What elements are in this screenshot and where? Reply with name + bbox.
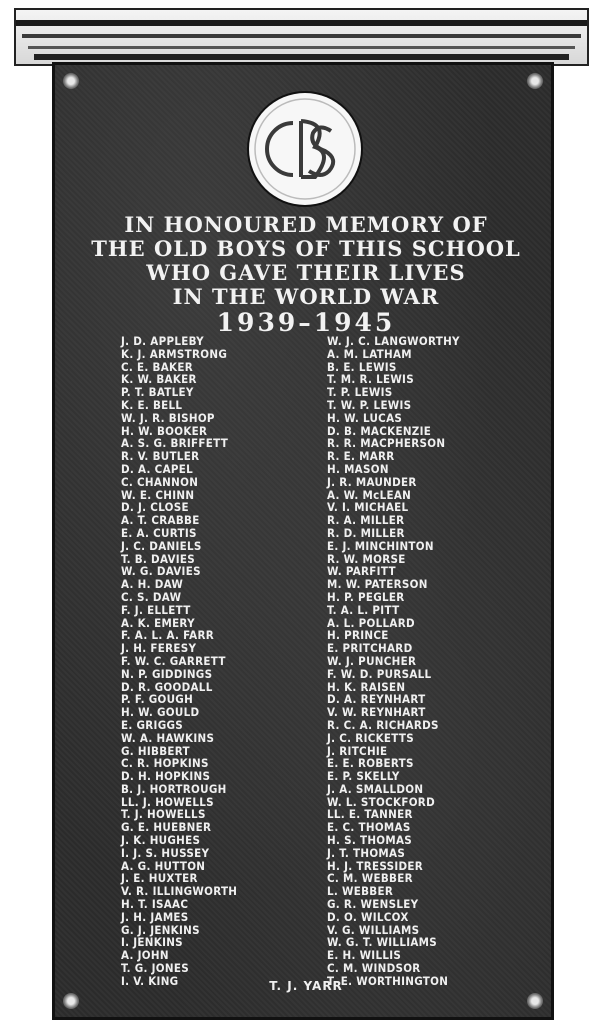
name-entry: V. G. WILLIAMS bbox=[327, 922, 420, 937]
name-entry: H. W. BOOKER bbox=[121, 423, 208, 438]
name-entry: V. R. ILLINGWORTH bbox=[121, 884, 238, 899]
name-entry: T. A. L. PITT bbox=[327, 602, 400, 617]
name-entry: R. W. MORSE bbox=[327, 551, 406, 566]
memorial-plaque bbox=[52, 62, 554, 1020]
heading-line-2: THE OLD BOYS OF THIS SCHOOL bbox=[91, 236, 521, 261]
heading-years: 1939–1945 bbox=[216, 308, 396, 337]
school-badge bbox=[249, 93, 361, 205]
name-entry: G. J. JENKINS bbox=[121, 922, 200, 937]
name-entry: G. R. WENSLEY bbox=[327, 897, 419, 912]
name-entry: C. S. DAW bbox=[121, 589, 182, 604]
name-entry: T. P. LEWIS bbox=[327, 385, 393, 400]
bolt-icon bbox=[527, 993, 543, 1009]
name-entry: T. B. DAVIES bbox=[121, 551, 196, 566]
name-entry: J. E. HUXTER bbox=[121, 871, 198, 886]
name-entry: H. T. ISAAC bbox=[121, 897, 189, 912]
name-entry: R. E. MARR bbox=[327, 449, 395, 464]
name-entry: W. PARFITT bbox=[327, 564, 396, 579]
name-entry: D. H. HOPKINS bbox=[121, 769, 211, 784]
name-entry: W. E. CHINN bbox=[121, 487, 195, 502]
plaque-cornice bbox=[14, 8, 589, 66]
name-entry: H. P. PEGLER bbox=[327, 589, 405, 604]
name-entry: E. E. ROBERTS bbox=[327, 756, 414, 771]
names-column-right bbox=[327, 335, 460, 988]
name-entry: J. T. THOMAS bbox=[327, 845, 406, 860]
name-entry: J. RITCHIE bbox=[327, 743, 388, 758]
name-entry: F. W. C. GARRETT bbox=[121, 653, 226, 668]
name-entry: J. D. APPLEBY bbox=[121, 334, 204, 348]
name-entry: H. W. LUCAS bbox=[327, 410, 403, 425]
name-entry: R. V. BUTLER bbox=[121, 449, 200, 464]
name-entry: W. G. DAVIES bbox=[121, 564, 201, 579]
name-entry: P. T. BATLEY bbox=[121, 385, 194, 400]
name-entry: A. G. HUTTON bbox=[121, 858, 206, 873]
name-entry: H. J. TRESSIDER bbox=[327, 858, 424, 873]
name-entry: E. C. THOMAS bbox=[327, 820, 411, 835]
name-entry: I. V. KING bbox=[121, 973, 179, 988]
name-entry: J. R. MAUNDER bbox=[327, 474, 417, 489]
name-entry: A. W. McLEAN bbox=[327, 487, 412, 502]
name-entry: J. C. DANIELS bbox=[121, 538, 202, 553]
name-entry: W. J. R. BISHOP bbox=[121, 410, 215, 425]
name-entry: D. R. GOODALL bbox=[121, 679, 213, 694]
name-entry: A. L. POLLARD bbox=[327, 615, 415, 630]
name-entry: LL. J. HOWELLS bbox=[121, 794, 214, 809]
name-entry: C. R. HOPKINS bbox=[121, 756, 209, 771]
name-entry: A. S. G. BRIFFETT bbox=[121, 436, 229, 451]
bolt-icon bbox=[527, 73, 543, 89]
name-entry: L. WEBBER bbox=[327, 884, 394, 899]
names-column-left bbox=[121, 335, 237, 988]
name-entry: C. CHANNON bbox=[121, 474, 199, 489]
name-entry: A. T. CRABBE bbox=[121, 513, 200, 528]
name-entry: C. M. WINDSOR bbox=[327, 961, 421, 976]
name-entry: W. G. T. WILLIAMS bbox=[327, 935, 438, 950]
name-entry: G. E. HUEBNER bbox=[121, 820, 212, 835]
name-entry: T. J. HOWELLS bbox=[121, 807, 206, 822]
name-entry: D. A. REYNHART bbox=[327, 692, 426, 707]
name-entry: E. GRIGGS bbox=[121, 717, 184, 732]
name-entry: K. W. BAKER bbox=[121, 372, 197, 387]
name-entry: A. JOHN bbox=[121, 948, 169, 963]
name-entry: B. J. HORTROUGH bbox=[121, 781, 227, 796]
heading-line-1: IN HONOURED MEMORY OF bbox=[124, 212, 488, 237]
name-entry: J. H. FERESY bbox=[121, 641, 197, 656]
name-entry: I. J. S. HUSSEY bbox=[121, 845, 210, 860]
bolt-icon bbox=[63, 993, 79, 1009]
name-entry: F. J. ELLETT bbox=[121, 602, 191, 617]
name-entry: E. A. CURTIS bbox=[121, 525, 197, 540]
name-entry: J. H. JAMES bbox=[121, 909, 189, 924]
name-entry: H. MASON bbox=[327, 461, 389, 476]
heading-line-4: IN THE WORLD WAR bbox=[172, 284, 440, 309]
name-entry: C. M. WEBBER bbox=[327, 871, 413, 886]
name-entry: R. A. MILLER bbox=[327, 513, 405, 528]
name-entry: A. H. DAW bbox=[121, 577, 184, 592]
name-entry: D. O. WILCOX bbox=[327, 909, 409, 924]
name-entry: J. A. SMALLDON bbox=[327, 781, 424, 796]
name-entry: J. K. HUGHES bbox=[121, 833, 201, 848]
name-entry: F. A. L. A. FARR bbox=[121, 628, 215, 643]
name-entry: T. G. JONES bbox=[121, 961, 189, 976]
name-entry: W. A. HAWKINS bbox=[121, 730, 215, 745]
name-entry: D. B. MACKENZIE bbox=[327, 423, 432, 438]
name-entry: D. A. CAPEL bbox=[121, 461, 194, 476]
name-entry: V. W. REYNHART bbox=[327, 705, 426, 720]
name-entry: W. J. C. LANGWORTHY bbox=[327, 334, 460, 348]
name-entry: H. S. THOMAS bbox=[327, 833, 413, 848]
name-entry: C. E. BAKER bbox=[121, 359, 193, 374]
name-entry: E. J. MINCHINTON bbox=[327, 538, 434, 553]
name-entry: P. F. GOUGH bbox=[121, 692, 194, 707]
bolt-icon bbox=[63, 73, 79, 89]
name-entry: I. JENKINS bbox=[121, 935, 183, 950]
name-entry: A. K. EMERY bbox=[121, 615, 195, 630]
name-entry: G. HIBBERT bbox=[121, 743, 190, 758]
name-entry: N. P. GIDDINGS bbox=[121, 666, 213, 681]
name-entry: A. M. LATHAM bbox=[327, 346, 412, 361]
name-entry: F. W. D. PURSALL bbox=[327, 666, 432, 681]
name-entry: R. D. MILLER bbox=[327, 525, 405, 540]
name-entry: T. W. P. LEWIS bbox=[327, 397, 412, 412]
name-entry: E. PRITCHARD bbox=[327, 641, 413, 656]
name-entry: K. J. ARMSTRONG bbox=[121, 346, 228, 361]
name-entry: T. M. R. LEWIS bbox=[327, 372, 414, 387]
name-entry: LL. E. TANNER bbox=[327, 807, 413, 822]
name-entry: R. R. MACPHERSON bbox=[327, 436, 446, 451]
name-entry: V. I. MICHAEL bbox=[327, 500, 409, 515]
name-entry: W. J. PUNCHER bbox=[327, 653, 417, 668]
name-entry: R. C. A. RICHARDS bbox=[327, 717, 439, 732]
name-entry: H. W. GOULD bbox=[121, 705, 200, 720]
name-entry: D. J. CLOSE bbox=[121, 500, 189, 515]
name-entry: M. W. PATERSON bbox=[327, 577, 428, 592]
name-entry: E. H. WILLIS bbox=[327, 948, 402, 963]
school-monogram-logo bbox=[249, 93, 361, 205]
name-entry: B. E. LEWIS bbox=[327, 359, 397, 374]
name-entry: W. L. STOCKFORD bbox=[327, 794, 435, 809]
name-entry: H. K. RAISEN bbox=[327, 679, 406, 694]
heading-line-3: WHO GAVE THEIR LIVES bbox=[146, 260, 466, 285]
memorial-heading bbox=[55, 213, 557, 336]
name-entry: H. PRINCE bbox=[327, 628, 389, 643]
sculptor-signature: T. J. YARR bbox=[269, 979, 343, 993]
name-entry: K. E. BELL bbox=[121, 397, 183, 412]
name-entry: J. C. RICKETTS bbox=[327, 730, 415, 745]
name-entry: E. P. SKELLY bbox=[327, 769, 400, 784]
name-entry: T. E. WORTHINGTON bbox=[327, 973, 449, 988]
